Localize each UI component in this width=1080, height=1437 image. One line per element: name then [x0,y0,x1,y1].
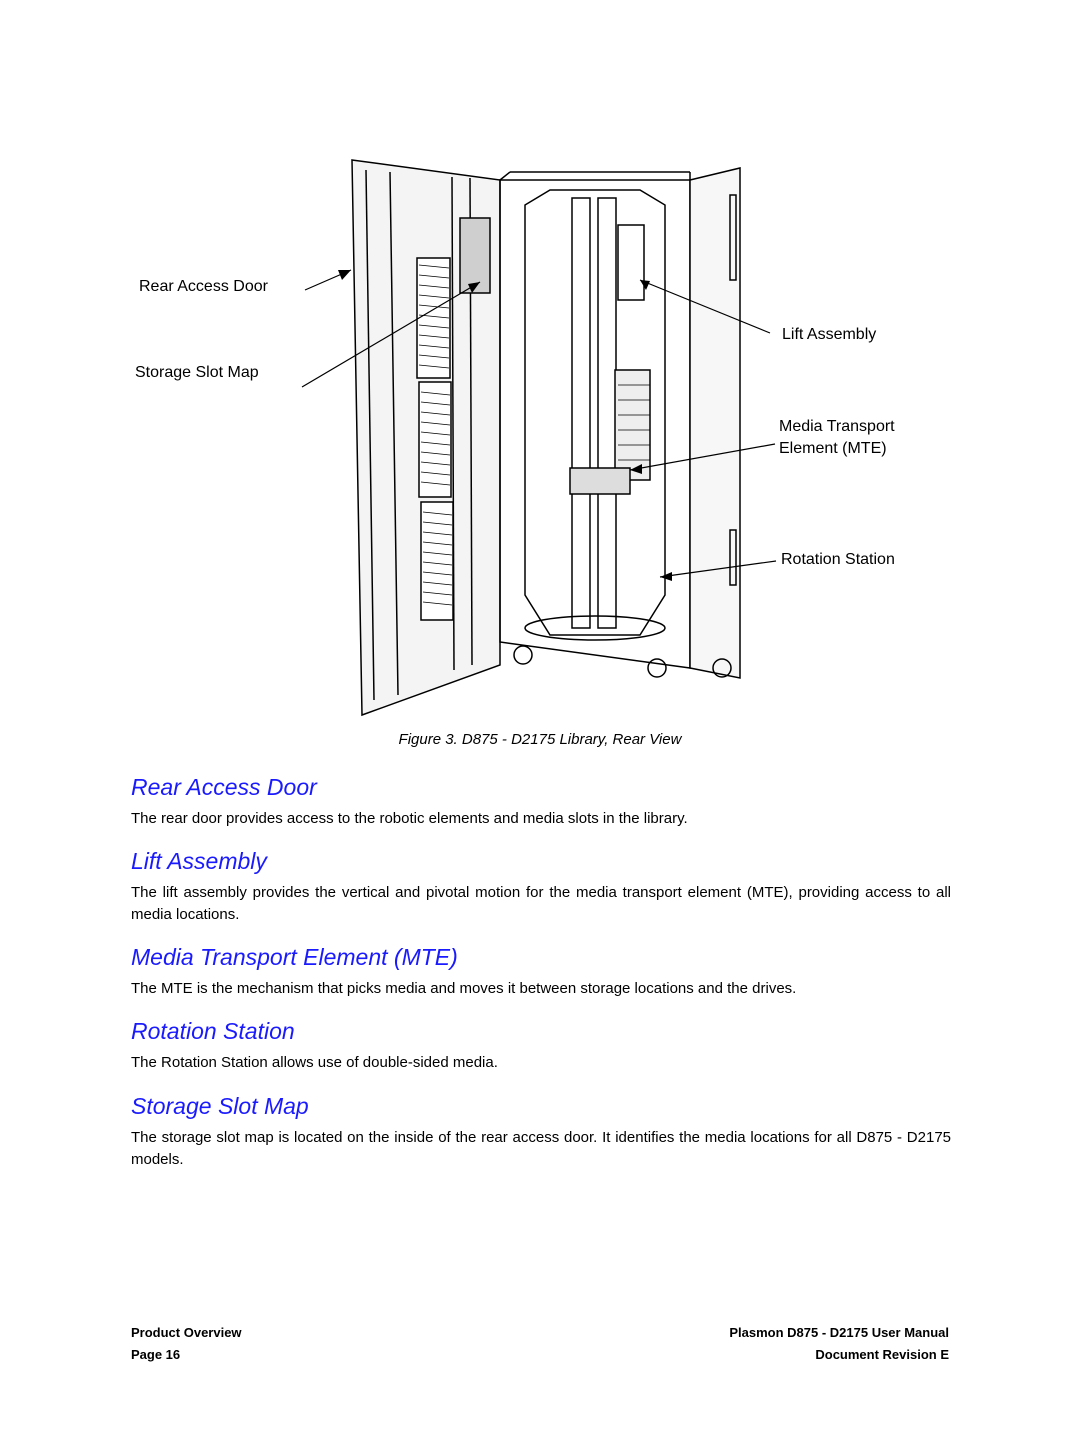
section-body: The MTE is the mechanism that picks media and moves it between storage locations and the drives. [131,980,797,997]
footer-revision: Document Revision E [815,1347,949,1362]
section-heading: Rotation Station [131,1018,295,1044]
section-body: The rear door provides access to the robotic elements and media slots in the library. [131,810,688,827]
section-rotation-station [131,1016,951,1074]
library-illustration [130,150,950,725]
section-rear-access-door [131,772,951,830]
callout-rotation-station: Rotation Station [781,551,895,568]
section-heading: Storage Slot Map [131,1093,309,1119]
section-body: The Rotation Station allows use of double-sided media. [131,1054,498,1071]
page-footer [131,1322,949,1366]
section-heading: Rear Access Door [131,774,317,800]
callout-rear-access-door: Rear Access Door [139,278,268,295]
callout-mte-line2: Element (MTE) [779,440,887,457]
figure-caption: Figure 3. D875 - D2175 Library, Rear View [398,731,682,748]
section-lift-assembly [131,846,951,926]
footer-chapter: Product Overview [131,1325,242,1340]
section-body: The storage slot map is located on the inside of the rear access door. It identifies the media locations for all D875 - D2175 models. [131,1129,951,1168]
footer-manual-title: Plasmon D875 - D2175 User Manual [729,1325,949,1340]
section-storage-slot-map [131,1091,951,1171]
library-rear-view-figure [130,150,950,725]
callout-storage-slot-map: Storage Slot Map [135,364,259,381]
section-heading: Lift Assembly [131,848,267,874]
callout-mte-line1: Media Transport [779,418,895,435]
section-mte [131,942,951,1000]
section-heading: Media Transport Element (MTE) [131,944,458,970]
section-body: The lift assembly provides the vertical and pivotal motion for the media transport element (MTE), providing access to all media locations. [131,884,951,923]
footer-page-number: Page 16 [131,1347,181,1362]
callout-lift-assembly: Lift Assembly [782,326,877,343]
